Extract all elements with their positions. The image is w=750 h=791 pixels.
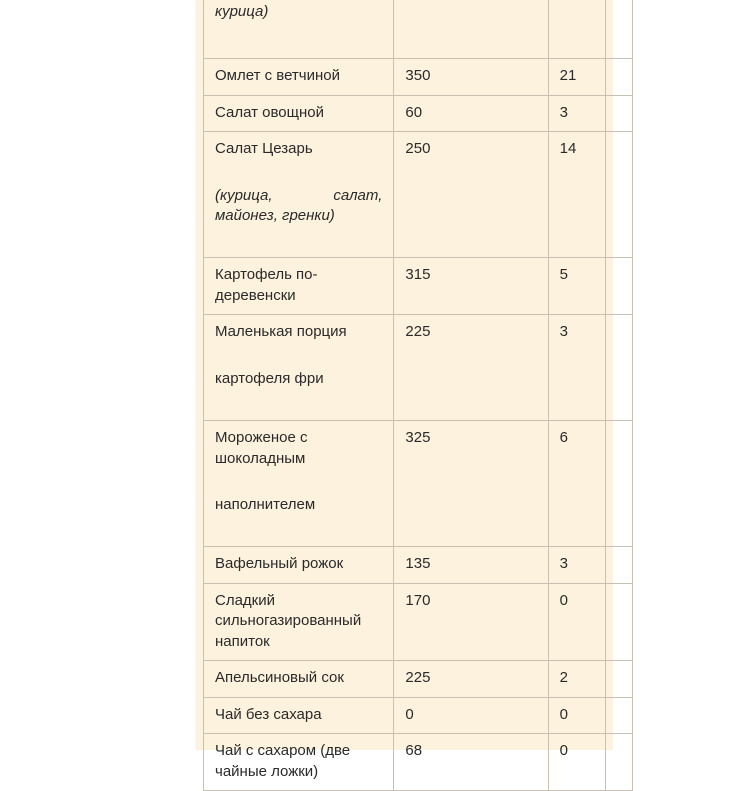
nutrition-table: [203, 0, 633, 791]
dish-cell: [204, 697, 394, 734]
dish-cell: [204, 132, 394, 258]
dish-name: Чай без сахара: [215, 705, 322, 723]
dish-name-cont: наполнителем: [215, 496, 316, 513]
extra-cell: [606, 421, 633, 547]
dish-cell: [204, 661, 394, 698]
dish-name: Омлет с ветчиной: [215, 67, 340, 84]
protein-cell: 3: [548, 547, 606, 584]
dish-name: Картофель по-деревенски: [215, 266, 318, 304]
extra-cell: [606, 132, 633, 258]
extra-cell: [606, 661, 633, 698]
extra-cell: [606, 258, 633, 315]
dish-note: курица): [215, 2, 269, 20]
table-row: [204, 132, 633, 258]
extra-cell: [606, 315, 633, 421]
calories-cell: 225: [394, 315, 548, 421]
dish-name: Вафельный рожок: [215, 555, 344, 572]
extra-cell: [606, 95, 633, 132]
calories-cell: [394, 0, 548, 59]
protein-cell: 3: [548, 315, 606, 421]
calories-cell: 60: [394, 95, 548, 132]
calories-cell: 225: [394, 661, 548, 698]
protein-cell: 3: [548, 95, 606, 132]
calories-cell: 135: [394, 547, 548, 584]
extra-cell: [606, 59, 633, 96]
protein-cell: 2: [548, 661, 606, 698]
calories-cell: 350: [394, 59, 548, 96]
dish-name: Салат Цезарь: [215, 140, 313, 157]
table-row-top-fragment: [204, 0, 633, 59]
dish-cell: [204, 315, 394, 421]
table-row: [204, 59, 633, 96]
dish-note: (курица, салат, майонез, гренки): [215, 186, 383, 224]
calories-cell: 315: [394, 258, 548, 315]
protein-cell: 0: [548, 734, 606, 791]
dish-cell: [204, 59, 394, 96]
protein-cell: 0: [548, 583, 606, 661]
dish-name: Апельсиновый сок: [215, 669, 344, 686]
table-row: [204, 315, 633, 421]
table-row: [204, 258, 633, 315]
dish-name: Салат овощной: [215, 103, 324, 121]
dish-name: Мороженое с шоколадным: [215, 429, 308, 467]
extra-cell: [606, 697, 633, 734]
table-row: [204, 547, 633, 584]
protein-cell: 5: [548, 258, 606, 315]
dish-cell: [204, 95, 394, 132]
dish-cell: [204, 734, 394, 791]
table-row: [204, 95, 633, 132]
table-row: [204, 421, 633, 547]
dish-name: Чай с сахаром (две чайные ложки): [215, 742, 351, 780]
table-row: [204, 697, 633, 734]
protein-cell: 14: [548, 132, 606, 258]
dish-cell: [204, 421, 394, 547]
dish-cell: [204, 0, 394, 59]
extra-cell: [606, 734, 633, 791]
extra-cell: [606, 547, 633, 584]
document-sheet: [197, 0, 613, 780]
extra-cell: [606, 0, 633, 59]
extra-cell: [606, 583, 633, 661]
calories-cell: 170: [394, 583, 548, 661]
dish-cell: [204, 547, 394, 584]
calories-cell: 0: [394, 697, 548, 734]
protein-cell: 0: [548, 697, 606, 734]
dish-name: Сладкий сильногазированный напиток: [215, 591, 362, 650]
calories-cell: 325: [394, 421, 548, 547]
table-row: [204, 583, 633, 661]
dish-name: Маленькая порция: [215, 323, 347, 340]
calories-cell: 250: [394, 132, 548, 258]
dish-cell: [204, 258, 394, 315]
dish-cell: [204, 583, 394, 661]
protein-cell: [548, 0, 606, 59]
dish-name-cont: картофеля фри: [215, 369, 324, 387]
protein-cell: 6: [548, 421, 606, 547]
protein-cell: 21: [548, 59, 606, 96]
calories-cell: 68: [394, 734, 548, 791]
table-row: [204, 734, 633, 791]
table-row: [204, 661, 633, 698]
